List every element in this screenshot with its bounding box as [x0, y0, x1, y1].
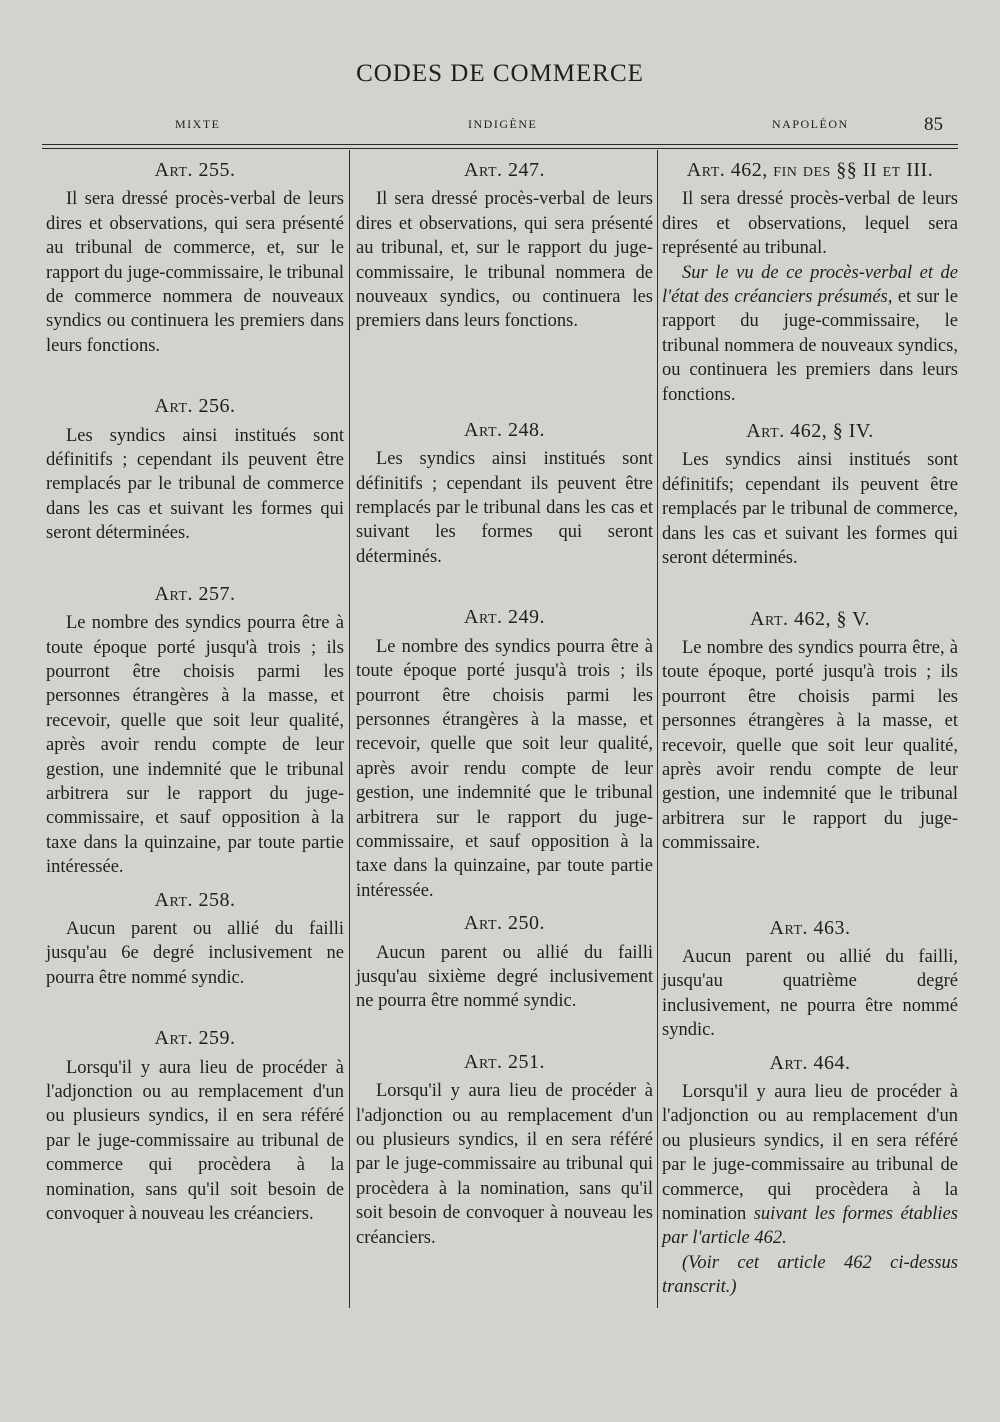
article-heading: Art. 249.: [464, 606, 545, 629]
article-text: Les syndics ainsi institués sont définitifs; cependant ils peuvent être remplacés par le tribunal de commerce, dans les cas et suivant les formes qui seront déterminés.: [662, 450, 958, 569]
article-heading: Art. 247.: [464, 159, 545, 181]
page-number: 85: [924, 114, 943, 135]
column-header-napoleon: NAPOLÉON: [772, 117, 849, 131]
article-heading: Art. 259.: [154, 1027, 236, 1050]
header-rule-top: [42, 144, 958, 145]
article-heading: Art. 248.: [464, 418, 545, 441]
article-text: Les syndics ainsi institués sont définitifs ; cependant ils peuvent être remplacés par le tribunal de commerce dans les cas et suivant les formes qui seront déterminées.: [46, 425, 344, 544]
page-title: CODES DE COMMERCE: [356, 60, 644, 87]
header-rule-bottom: [42, 148, 958, 149]
column-divider-2: [657, 150, 658, 1308]
article-text: Le nombre des syndics pourra être à toute époque porté jusqu'à trois ; ils pourront être choisis parmi les personnes étrangères à la masse, et recevoir, quelle que soit leur qualité, après avoir rendu compte de leur gestion, une indemnité que le tribunal arbitrera sur le rapport du juge-commissaire, et sauf opposition à la taxe dans la quinzaine, par toute partie intéressée.: [356, 636, 653, 901]
italic-text: suivant les formes établies par l'article 462.: [662, 1204, 958, 1249]
article-text: Aucun parent ou allié du failli jusqu'au sixième degré inclusivement ne pourra être nommé syndic.: [356, 942, 653, 1012]
article-text: Lorsqu'il y aura lieu de procéder à l'adjonction ou au remplacement d'un ou plusieurs syndics, il en sera référé par le juge-commissaire au tribunal de commerce qui procèdera à la nomination, sans qu'il soit besoin de convoquer à nouveau les créanciers.: [46, 1057, 344, 1225]
article-text: Le nombre des syndics pourra être, à toute époque, porté jusqu'à trois ; ils pourront être choisis parmi les personnes étrangères à la masse, et recevoir, quelle que soit leur qualité, après avoir rendu compte de leur gestion, une indemnité que le tribunal arbitrera sur le rapport du juge-commissaire.: [662, 637, 958, 854]
article-heading: Art. 250.: [464, 912, 545, 935]
article-heading: Art. 462, § V.: [750, 607, 870, 630]
article-heading: Art. 463.: [769, 916, 851, 939]
article-text: Il sera dressé procès-verbal de leurs dires et observations, qui sera présenté au tribunal, et, sur le rapport du juge-commissaire, le tribunal nommera de nouveaux syndics, ou continuera les premiers dans leurs fonctions.: [356, 189, 653, 332]
article-text: Les syndics ainsi institués sont définitifs ; cependant ils peuvent être remplacés par le tribunal dans les cas et suivant les formes qui seront déterminés.: [356, 449, 653, 567]
article-text: Aucun parent ou allié du failli, jusqu'au quatrième degré inclusivement, ne pourra être nommé syndic.: [662, 946, 958, 1041]
column-header-indigene: INDIGÈNE: [468, 117, 538, 131]
article-text-main: Lorsqu'il y aura lieu de procéder à l'adjonction ou au remplacement d'un ou plusieurs syndics, il en sera référé par le juge-commissaire au tribunal de commerce, qui procèdera à la nomination: [662, 1082, 958, 1225]
italic-text: Sur le vu de ce procès-verbal et de l'état des créanciers présumés,: [662, 262, 958, 308]
article-text: [662, 261, 958, 407]
article-heading: Art. 251.: [464, 1050, 545, 1073]
article-heading: Art. 257.: [154, 582, 236, 605]
column-header-mixte: MIXTE: [175, 117, 221, 131]
article-text: Le nombre des syndics pourra être à toute époque porté jusqu'à trois ; ils pourront être choisis parmi les personnes étrangères à la masse, et recevoir, quelle que soit leur qualité, après avoir rendu compte de leur gestion, une indemnité que le tribunal arbitrera sur le rapport du juge-commissaire, et sauf opposition à la taxe dans la quinzaine, par toute partie intéressée.: [46, 613, 344, 878]
column-divider-1: [349, 150, 350, 1308]
article-heading: Art. 256.: [154, 395, 236, 418]
column-napoleon: [662, 158, 958, 1300]
column-mixte: [46, 158, 344, 1226]
article-heading: Art. 258.: [154, 888, 236, 911]
article-text: Aucun parent ou allié du failli jusqu'au 6e degré inclusivement ne pourra être nommé syndic.: [46, 918, 344, 988]
column-indigene: [356, 158, 653, 1250]
article-text: Il sera dressé procès-verbal de leurs dires et observations, qui sera présenté au tribunal de commerce, et, sur le rapport du juge-commissaire, le tribunal de commerce nommera de nouveaux syndics ou continuera les premiers dans leurs fonctions.: [46, 189, 344, 356]
article-heading: Art. 255.: [154, 159, 236, 181]
article-heading: Art. 462, § IV.: [746, 420, 874, 443]
article-note: (Voir cet article 462 ci-dessus transcrit.): [662, 1252, 958, 1298]
article-heading: Art. 462, fin des §§ II et III.: [686, 159, 934, 181]
article-text: Lorsqu'il y aura lieu de procéder à l'adjonction ou au remplacement d'un ou plusieurs syndics, il en sera référé par le juge-commissaire au tribunal qui procèdera à la nomination, sans qu'il soit besoin de convoquer à nouveau les créanciers.: [356, 1081, 653, 1248]
article-text: [662, 1080, 958, 1251]
article-text: Il sera dressé procès-verbal de leurs dires et observations, lequel sera représenté au tribunal.: [662, 189, 958, 259]
article-heading: Art. 464.: [769, 1051, 851, 1074]
article-text-continued: et sur le rapport du juge-commissaire, le tribunal nommera de nouveaux syndics, ou continuera les premiers dans leurs fonctions.: [662, 287, 958, 405]
